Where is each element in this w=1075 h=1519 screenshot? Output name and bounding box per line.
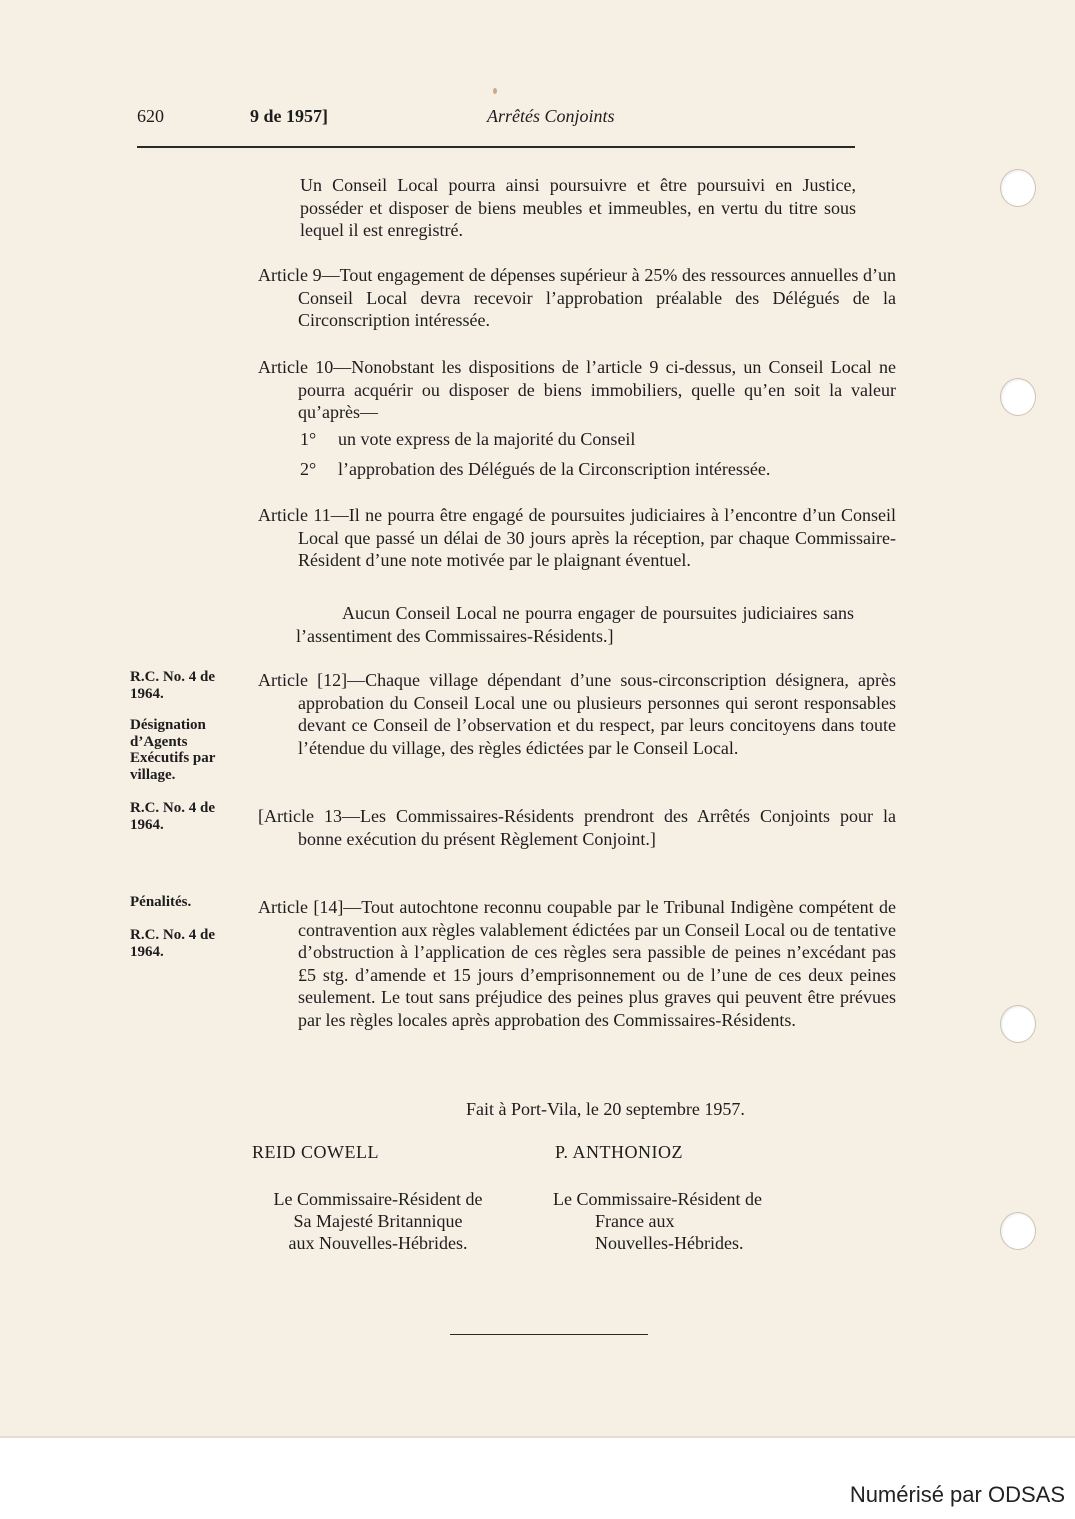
margin-note-penalites: Pénalités. (130, 894, 192, 910)
article-11: Article 11—Il ne pourra être engagé de poursuites judiciaires à l’encontre d’un Conseil Local que passé un délai de 30 jours après la réception, par chaque Commissaire-Résident d’une note motivée par le plaignant éventuel. (258, 505, 896, 570)
article-10-item-2 (300, 458, 770, 480)
margin-note-rc: R.C. No. 4 de 1964. (130, 669, 215, 702)
binder-hole (1000, 169, 1036, 207)
ink-speck (493, 88, 497, 94)
item-number: 1° (300, 429, 317, 449)
closing-rule (450, 1334, 648, 1335)
title-line: Nouvelles-Hébrides. (595, 1233, 744, 1253)
article-12: Article [12]—Chaque village dépendant d’une sous-circonscription désignera, après approbation du Conseil Local une ou plusieurs personnes qui seront responsables devant ce Conseil de l’observation et du respect, par leurs concitoyens dans toute l’étendue du village, des règles édictées par le Conseil Local. (258, 670, 896, 758)
item-number: 2° (300, 459, 317, 479)
signatory-title-left (250, 1188, 506, 1254)
issue-reference: 9 de 1957] (250, 106, 328, 126)
article-10-item-1 (300, 428, 635, 450)
signatory-name-left: REID COWELL (252, 1142, 379, 1162)
article-14: Article [14]—Tout autochtone reconnu coupable par le Tribunal Indigène compétent de contravention aux règles valablement édictées par un Conseil Local ou de tentative d’obstruction à l’application de ces règles sera passible de peines n’excédant pas £5 stg. d’amende et 15 jours d’emprisonnement ou de l’une de ces deux peines seulement. Le tout sans préjudice des peines plus graves qui peuvent être prévues par les règles locales après approbation des Commissaires-Résidents. (258, 897, 896, 1030)
binder-hole (1000, 378, 1036, 416)
article-13: [Article 13—Les Commissaires-Résidents prendront des Arrêtés Conjoints pour la bonne exécution du présent Règlement Conjoint.] (258, 806, 896, 849)
item-text: l’approbation des Délégués de la Circonscription intéressée. (338, 459, 771, 479)
title-line: France aux (595, 1211, 675, 1231)
signing-date: Fait à Port-Vila, le 20 septembre 1957. (466, 1099, 745, 1119)
title-line: Le Commissaire-Résident de (273, 1189, 483, 1209)
margin-note-rc: R.C. No. 4 de 1964. (130, 927, 215, 960)
digitization-credit: Numérisé par ODSAS (849, 1482, 1065, 1507)
page-number: 620 (137, 106, 164, 126)
binder-hole (1000, 1005, 1036, 1043)
running-title: Arrêtés Conjoints (487, 106, 615, 126)
margin-note-rc: R.C. No. 4 de 1964. (130, 800, 215, 833)
header-rule (137, 146, 855, 148)
signatory-title-right (553, 1188, 811, 1254)
signatory-name-right: P. ANTHONIOZ (555, 1142, 684, 1162)
binder-hole (1000, 1212, 1036, 1250)
article-11-paragraph-2: Aucun Conseil Local ne pourra engager de poursuites judiciaires sans l’assentiment des Commissaires-Résidents.] (296, 603, 854, 646)
margin-note-designation: Désignation d’Agents Exécutifs par village. (130, 717, 216, 783)
title-line: Sa Majesté Britannique (293, 1211, 463, 1231)
intro-paragraph: Un Conseil Local pourra ainsi poursuivre et être poursuivi en Justice, posséder et disposer de biens meubles et immeubles, en vertu du titre sous lequel il est enregistré. (300, 175, 856, 240)
item-text: un vote express de la majorité du Conseil (338, 429, 636, 449)
page-edge (0, 1436, 1075, 1438)
article-10: Article 10—Nonobstant les dispositions de l’article 9 ci-dessus, un Conseil Local ne pourra acquérir ou disposer de biens immobiliers, quelle qu’en soit la valeur qu’après— (258, 357, 896, 422)
title-line: Le Commissaire-Résident de (553, 1189, 762, 1209)
article-9: Article 9—Tout engagement de dépenses supérieur à 25% des ressources annuelles d’un Conseil Local devra recevoir l’approbation préalable des Délégués de la Circonscription intéressée. (258, 265, 896, 330)
title-line: aux Nouvelles-Hébrides. (288, 1233, 468, 1253)
